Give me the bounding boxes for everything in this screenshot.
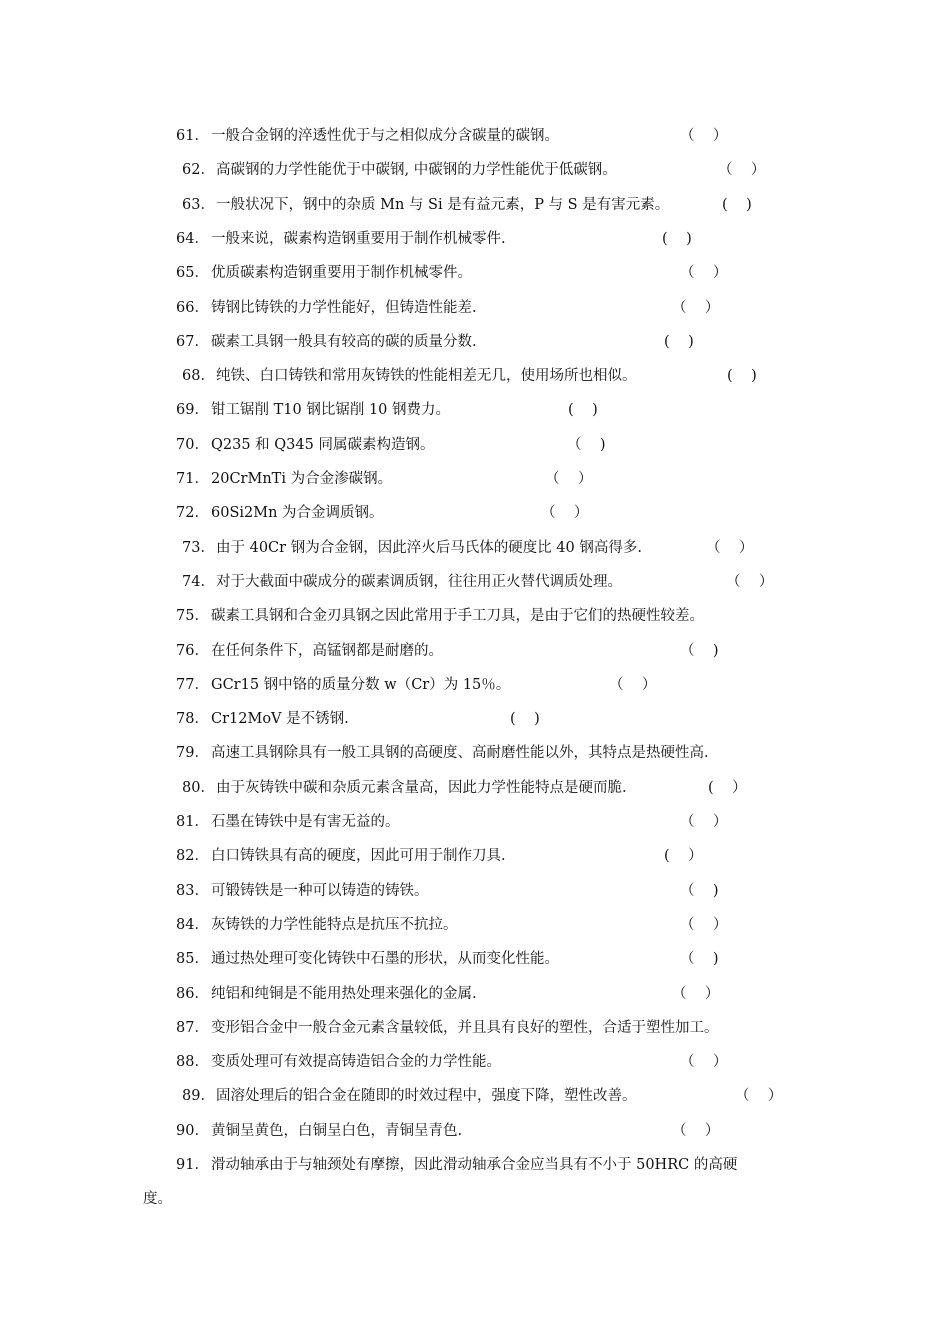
- answer-blank: （ ): [680, 642, 719, 659]
- question-number: 65．: [176, 265, 209, 282]
- question-text: 20CrMnTi 为合金渗碳钢。: [211, 471, 393, 487]
- question-text: 一般状况下，钢中的杂质 Mn 与 Si 是有益元素，P 与 S 是有害元素。: [216, 196, 670, 213]
- question-line: [0, 433, 950, 457]
- question-number: 62．: [182, 162, 215, 179]
- question-number: 61．: [176, 128, 209, 144]
- question-text: Cr12MoV 是不锈钢.: [211, 711, 349, 728]
- question-line: [0, 673, 950, 697]
- question-text: 一般来说，碳素构造钢重要用于制作机械零件.: [211, 230, 506, 247]
- question-line: [0, 296, 950, 320]
- answer-blank: （ ）: [680, 916, 728, 933]
- question-text: 60Si2Mn 为合金调质钢。: [211, 505, 384, 522]
- question-text: 石墨在铸铁中是有害无益的。: [211, 814, 400, 830]
- answer-blank: ( ）: [664, 848, 703, 865]
- question-line: [0, 158, 950, 182]
- question-number: 89．: [182, 1088, 215, 1105]
- answer-blank: （ ）: [672, 1122, 720, 1139]
- question-text: 一般合金钢的淬透性优于与之相似成分含碳量的碳钢。: [211, 128, 559, 144]
- continuation-text: 度。: [143, 1191, 172, 1208]
- question-line: [0, 1084, 950, 1108]
- question-text: 纯铝和纯铜是不能用热处理来强化的金属.: [211, 985, 477, 1002]
- question-text: 在任何条件下，高锰钢都是耐磨的。: [211, 642, 443, 659]
- answer-blank: ( ): [568, 402, 598, 419]
- question-number: 86．: [176, 985, 209, 1002]
- question-line: [0, 398, 950, 422]
- question-number: 80．: [182, 779, 215, 796]
- question-text: 对于大截面中碳成分的碳素调质钢，往往用正火替代调质处理。: [216, 573, 622, 590]
- question-number: 91．: [176, 1157, 209, 1173]
- question-number: 88．: [176, 1054, 209, 1071]
- question-line: [0, 639, 950, 663]
- question-line: [0, 570, 950, 594]
- question-number: 76．: [176, 642, 209, 659]
- question-line: [0, 1153, 950, 1177]
- answer-blank: ( ): [727, 368, 757, 385]
- question-number: 66．: [176, 299, 209, 316]
- question-text: 滑动轴承由于与轴颈处有摩擦，因此滑动轴承合金应当具有不小于 50HRC 的高硬: [211, 1157, 738, 1173]
- answer-blank: （ ): [567, 436, 606, 453]
- question-text: 碳素工具钢一般具有较高的碳的质量分数.: [211, 333, 477, 350]
- question-number: 73．: [182, 539, 215, 556]
- question-text: 钳工锯削 T10 钢比锯削 10 钢费力。: [211, 402, 451, 419]
- question-text: 由于灰铸铁中碳和杂质元素含量高，因此力学性能特点是硬而脆.: [216, 779, 627, 796]
- answer-blank: （ ）: [726, 573, 774, 590]
- question-number: 72．: [176, 505, 209, 522]
- question-line: [0, 1119, 950, 1143]
- question-text: 变形铝合金中一般合金元素含量较低，并且具有良好的塑性，合适于塑性加工。: [211, 1019, 719, 1036]
- question-text: 白口铸铁具有高的硬度，因此可用于制作刀具.: [211, 848, 506, 865]
- question-line: [0, 364, 950, 388]
- question-line: [0, 741, 950, 765]
- question-text: 可锻铸铁是一种可以铸造的铸铁。: [211, 882, 429, 899]
- answer-blank: ( ): [664, 333, 694, 350]
- question-number: 70．: [176, 436, 209, 453]
- question-text: 高速工具钢除具有一般工具钢的高硬度、高耐磨性能以外，其特点是热硬性高.: [211, 745, 709, 762]
- question-line: [0, 879, 950, 903]
- question-text: 通过热处理可变化铸铁中石墨的形状，从而变化性能。: [211, 951, 559, 968]
- question-text: 碳素工具钢和合金刃具钢之因此常用于手工刀具，是由于它们的热硬性较差。: [211, 608, 704, 625]
- question-number: 90．: [176, 1122, 209, 1139]
- question-line: [0, 707, 950, 731]
- question-number: 68．: [182, 368, 215, 385]
- question-number: 69．: [176, 402, 209, 419]
- question-line: [0, 1050, 950, 1074]
- question-number: 81．: [176, 814, 209, 830]
- question-line: [0, 776, 950, 800]
- question-number: 75．: [176, 608, 209, 625]
- question-text: 固溶处理后的铝合金在随即的时效过程中，强度下降，塑性改善。: [216, 1088, 637, 1105]
- answer-blank: ( ）: [708, 779, 747, 796]
- answer-blank: （ ）: [609, 676, 657, 693]
- question-line: [0, 501, 950, 525]
- question-line: [0, 844, 950, 868]
- question-line: [0, 982, 950, 1006]
- answer-blank: （ ）: [680, 814, 728, 830]
- question-number: 82．: [176, 848, 209, 865]
- question-text: 高碳钢的力学性能优于中碳钢, 中碳钢的力学性能优于低碳钢。: [216, 162, 617, 179]
- answer-blank: （ ）: [718, 162, 766, 179]
- question-line: [0, 467, 950, 491]
- question-number: 64．: [176, 230, 209, 247]
- answer-blank: （ ）: [706, 539, 754, 556]
- question-line: [0, 261, 950, 285]
- question-number: 84．: [176, 916, 209, 933]
- answer-blank: ( ): [662, 230, 692, 247]
- question-line: [0, 1016, 950, 1040]
- answer-blank: （ ）: [541, 505, 589, 522]
- question-number: 63．: [182, 196, 215, 213]
- question-number: 85．: [176, 951, 209, 968]
- question-number: 83．: [176, 882, 209, 899]
- answer-blank: ( ): [722, 196, 752, 213]
- question-number: 74．: [182, 573, 215, 590]
- question-text: 灰铸铁的力学性能特点是抗压不抗拉。: [211, 916, 458, 933]
- question-number: 79．: [176, 745, 209, 762]
- question-text: 黄铜呈黄色，白铜呈白色，青铜呈青色.: [211, 1122, 463, 1139]
- question-text: 由于 40Cr 钢为合金钢，因此淬火后马氏体的硬度比 40 钢高得多.: [216, 539, 642, 556]
- answer-blank: （ ）: [680, 1054, 728, 1071]
- question-number: 78．: [176, 711, 209, 728]
- answer-blank: （ ): [680, 951, 719, 968]
- answer-blank: （ ）: [672, 299, 720, 316]
- question-text: 优质碳素构造钢重要用于制作机械零件。: [211, 265, 472, 282]
- answer-blank: （ ）: [735, 1088, 783, 1105]
- question-line: [0, 810, 950, 834]
- question-line: [0, 604, 950, 628]
- question-line: [0, 193, 950, 217]
- question-line: [0, 913, 950, 937]
- question-text: Q235 和 Q345 同属碳素构造钢。: [211, 436, 435, 453]
- question-number: 67．: [176, 333, 209, 350]
- question-line: [0, 536, 950, 560]
- answer-blank: （ ): [680, 882, 719, 899]
- question-number: 87．: [176, 1019, 209, 1036]
- question-text: 纯铁、白口铸铁和常用灰铸铁的性能相差无几，使用场所也相似。: [216, 368, 637, 385]
- question-number: 77．: [176, 676, 209, 693]
- question-line: [0, 227, 950, 251]
- question-line: [0, 947, 950, 971]
- question-text: 变质处理可有效提高铸造铝合金的力学性能。: [211, 1054, 501, 1071]
- answer-blank: （ ）: [545, 471, 593, 487]
- answer-blank: （ ）: [680, 128, 728, 144]
- question-line: [0, 330, 950, 354]
- answer-blank: ( ): [510, 711, 540, 728]
- answer-blank: （ ）: [680, 265, 728, 282]
- question-number: 71．: [176, 471, 209, 487]
- question-line: [0, 124, 950, 148]
- answer-blank: （ ）: [672, 985, 720, 1002]
- question-text: GCr15 钢中铬的质量分数 w（Cr）为 15％。: [211, 676, 511, 693]
- question-text: 铸钢比铸铁的力学性能好，但铸造性能差.: [211, 299, 477, 316]
